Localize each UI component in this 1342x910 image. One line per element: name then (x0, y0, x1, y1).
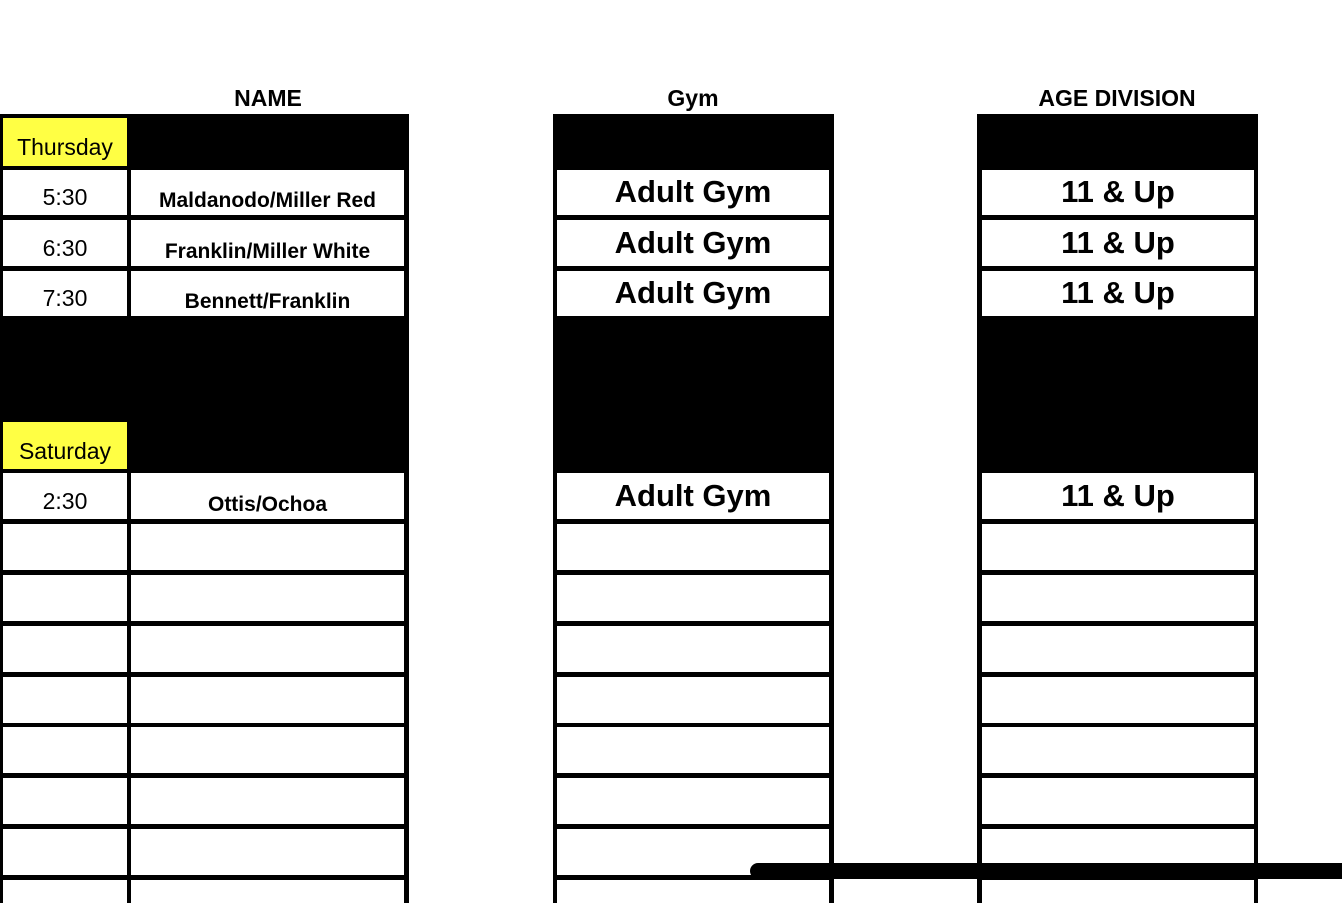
empty-cell[interactable] (3, 524, 127, 570)
empty-cell[interactable] (982, 626, 1254, 672)
gym-cell[interactable]: Adult Gym (557, 170, 829, 215)
name-cell[interactable]: Maldanodo/Miller Red (131, 170, 404, 215)
age-cell[interactable]: 11 & Up (982, 220, 1254, 266)
time-cell[interactable]: 2:30 (3, 473, 127, 519)
empty-cell[interactable] (982, 727, 1254, 773)
empty-cell[interactable] (557, 626, 829, 672)
empty-cell[interactable] (3, 727, 127, 773)
day-label-saturday: Saturday (3, 422, 127, 469)
age-cell[interactable]: 11 & Up (982, 271, 1254, 316)
horizontal-scrollbar[interactable] (750, 863, 1342, 879)
empty-cell[interactable] (982, 524, 1254, 570)
empty-cell[interactable] (3, 575, 127, 621)
age-cell[interactable]: 11 & Up (982, 473, 1254, 519)
empty-cell[interactable] (3, 778, 127, 824)
day-label-thursday: Thursday (3, 118, 127, 166)
age-division-column (977, 114, 1258, 903)
empty-cell[interactable] (3, 880, 127, 910)
empty-cell[interactable] (131, 626, 404, 672)
empty-cell[interactable] (982, 575, 1254, 621)
empty-cell[interactable] (131, 778, 404, 824)
header-age-division: AGE DIVISION (1038, 85, 1196, 111)
empty-cell[interactable] (131, 524, 404, 570)
empty-cell[interactable] (982, 778, 1254, 824)
empty-cell[interactable] (982, 677, 1254, 723)
header-gym: Gym (667, 85, 719, 111)
empty-cell[interactable] (557, 880, 829, 910)
gym-cell[interactable]: Adult Gym (557, 473, 829, 519)
empty-cell[interactable] (131, 575, 404, 621)
gym-column (553, 114, 834, 903)
empty-cell[interactable] (557, 524, 829, 570)
empty-cell[interactable] (131, 677, 404, 723)
header-name: NAME (234, 85, 302, 111)
time-cell[interactable]: 5:30 (3, 170, 127, 215)
empty-cell[interactable] (131, 829, 404, 875)
time-cell[interactable]: 6:30 (3, 220, 127, 266)
name-cell[interactable]: Franklin/Miller White (131, 220, 404, 266)
name-column (0, 114, 409, 903)
empty-cell[interactable] (131, 880, 404, 910)
empty-cell[interactable] (557, 727, 829, 773)
gym-cell[interactable]: Adult Gym (557, 271, 829, 316)
gym-cell[interactable]: Adult Gym (557, 220, 829, 266)
empty-cell[interactable] (3, 626, 127, 672)
empty-cell[interactable] (982, 880, 1254, 910)
time-cell[interactable]: 7:30 (3, 271, 127, 316)
name-cell[interactable]: Ottis/Ochoa (131, 473, 404, 519)
empty-cell[interactable] (557, 575, 829, 621)
empty-cell[interactable] (557, 778, 829, 824)
empty-cell[interactable] (3, 829, 127, 875)
age-cell[interactable]: 11 & Up (982, 170, 1254, 215)
empty-cell[interactable] (557, 677, 829, 723)
name-cell[interactable]: Bennett/Franklin (131, 271, 404, 316)
empty-cell[interactable] (131, 727, 404, 773)
empty-cell[interactable] (3, 677, 127, 723)
